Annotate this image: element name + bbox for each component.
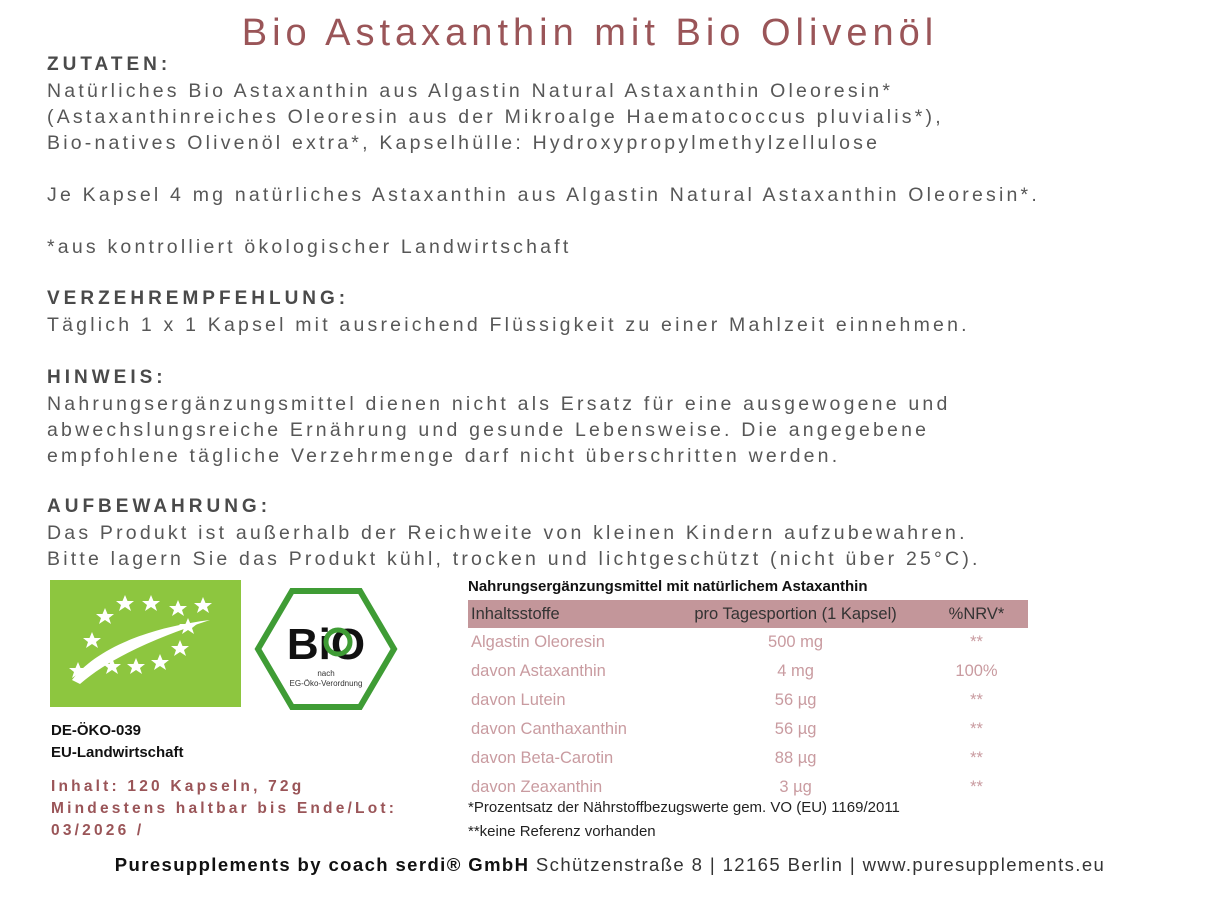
content-info (51, 776, 397, 842)
nutrition-title: Nahrungsergänzungsmittel mit natürlichem Astaxanthin (468, 578, 868, 595)
company-name: Puresupplements by coach serdi® GmbH (114, 854, 530, 875)
nutrition-notes (468, 796, 900, 844)
ingredient-name: davon Zeaxanthin (471, 778, 603, 796)
dosage-heading: VERZEHREMPFEHLUNG: (47, 288, 350, 309)
storage-line: Bitte lagern Sie das Produkt kühl, trocken und lichtgeschützt (nicht über 25°C). (47, 548, 981, 570)
notice-heading: HINWEIS: (47, 367, 167, 388)
table-row (468, 686, 1028, 715)
ingredient-name: Algastin Oleoresin (471, 633, 605, 651)
table-row (468, 628, 1028, 657)
ingredients-section (47, 52, 944, 156)
nutrition-header-row (468, 600, 1028, 628)
notice-line: abwechslungsreiche Ernährung und gesunde Lebensweise. Die angegebene (47, 419, 930, 441)
bio-hexagon-icon (254, 588, 398, 711)
dosage-text: Täglich 1 x 1 Kapsel mit ausreichend Flüssigkeit zu einer Mahlzeit einnehmen. (47, 314, 970, 336)
company-footer (0, 854, 1205, 876)
ingredient-nrv: ** (970, 778, 983, 796)
storage-line: Das Produkt ist außerhalb der Reichweite von kleinen Kindern aufzubewahren. (47, 522, 968, 544)
ingredient-amount: 500 mg (768, 633, 824, 651)
header-per-serving: pro Tagesportion (1 Kapsel) (666, 600, 925, 628)
best-before-label: Mindestens haltbar bis Ende/Lot: (51, 800, 398, 817)
no-reference-footnote: **keine Referenz vorhanden (468, 823, 656, 840)
storage-section (47, 494, 981, 572)
ingredient-name: davon Lutein (471, 691, 566, 709)
eu-leaf-stars-icon (50, 580, 241, 707)
ingredients-line: Bio-natives Olivenöl extra*, Kapselhülle: Hydroxypropylmethylzellulose (47, 132, 881, 154)
cert-code: DE-ÖKO-039 (51, 722, 142, 739)
header-nrv: %NRV* (925, 600, 1028, 628)
dosage-section (47, 286, 970, 338)
notice-line: empfohlene tägliche Verzehrmenge darf nicht überschritten werden. (47, 445, 841, 467)
organic-footnote: *aus kontrolliert ökologischer Landwirtschaft (47, 236, 572, 258)
ingredient-name: davon Beta-Carotin (471, 749, 614, 767)
ingredient-amount: 4 mg (777, 662, 814, 680)
eu-organic-logo (50, 580, 241, 707)
cert-origin: EU-Landwirtschaft (51, 744, 184, 761)
bio-seal-text: BiO (286, 620, 366, 669)
ingredients-heading: ZUTATEN: (47, 54, 172, 75)
ingredient-amount: 56 µg (774, 720, 817, 738)
bio-seal-logo (254, 588, 398, 711)
page-title: Bio Astaxanthin mit Bio Olivenöl (241, 12, 939, 54)
ingredients-line: (Astaxanthinreiches Oleoresin aus der Mikroalge Haematococcus pluvialis*), (47, 106, 944, 128)
per-capsule-text: Je Kapsel 4 mg natürliches Astaxanthin aus Algastin Natural Astaxanthin Oleoresin*. (47, 184, 1040, 206)
ingredient-name: davon Astaxanthin (471, 662, 606, 680)
best-before-value: 03/2026 / (51, 822, 145, 839)
notice-section (47, 365, 951, 469)
table-row (468, 744, 1028, 773)
ingredient-name: davon Canthaxanthin (471, 720, 627, 738)
header-ingredients: Inhaltsstoffe (468, 600, 666, 628)
ingredient-nrv: ** (970, 633, 983, 651)
content-amount: Inhalt: 120 Kapseln, 72g (51, 778, 305, 795)
ingredient-nrv: ** (970, 749, 983, 767)
certification-info (51, 720, 184, 764)
bio-seal-sub2: EG-Öko-Verordnung (289, 679, 363, 688)
ingredient-amount: 88 µg (774, 749, 817, 767)
table-row (468, 657, 1028, 686)
company-address: Schützenstraße 8 | 12165 Berlin | www.puresupplements.eu (529, 854, 1106, 875)
ingredient-amount: 56 µg (774, 691, 817, 709)
ingredient-amount: 3 µg (779, 778, 812, 796)
ingredients-line: Natürliches Bio Astaxanthin aus Algastin Natural Astaxanthin Oleoresin* (47, 80, 894, 102)
storage-heading: AUFBEWAHRUNG: (47, 496, 272, 517)
ingredient-nrv: ** (970, 720, 983, 738)
ingredient-nrv: 100% (955, 662, 998, 680)
bio-seal-sub1: nach (317, 669, 335, 678)
table-row (468, 715, 1028, 744)
notice-line: Nahrungsergänzungsmittel dienen nicht als Ersatz für eine ausgewogene und (47, 393, 951, 415)
ingredient-nrv: ** (970, 691, 983, 709)
nutrition-table (468, 600, 1028, 802)
nrv-footnote: *Prozentsatz der Nährstoffbezugswerte gem. VO (EU) 1169/2011 (468, 799, 900, 816)
